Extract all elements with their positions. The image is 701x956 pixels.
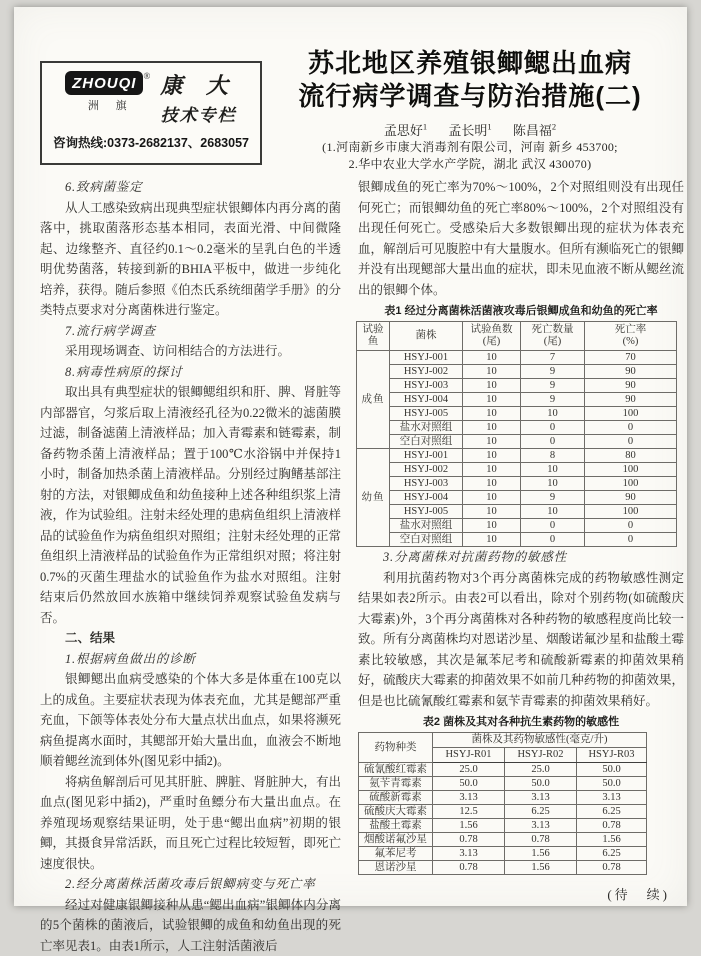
paragraph: 银鲫成鱼的死亡率为70%～100%，2个对照组则没有出现任何死亡；而银鲫幼鱼的死亡率80%～100%，2个对照组没有出现任何死亡。受感染后大多数银鲫出现的症状为体表充血，解剖后可见腹腔中有大量腹水。但所有濒临死亡的银鲫并没有出现鳃部大量出血的症状，即未见血液不断从鳃丝流出的银鲫个体。 (358, 177, 684, 300)
table-cell: 10 (463, 477, 521, 491)
table1-header-row (357, 322, 677, 351)
table-cell: 9 (521, 491, 585, 505)
author: 孟思好$^1$ (384, 123, 427, 138)
table-cell: 3.13 (433, 791, 505, 805)
column-header: 菌株及其药物敏感性(毫克/升) (433, 733, 647, 748)
table-cell: 盐水对照组 (390, 421, 463, 435)
table-cell: 50.0 (577, 777, 647, 791)
table-cell: 3.13 (433, 847, 505, 861)
table2-body (359, 763, 647, 875)
table-cell: 盐酸土霉素 (359, 819, 433, 833)
table-cell: 硫氰酸红霉素 (359, 763, 433, 777)
paragraph: 从人工感染致病出现典型症状银鲫体内再分离的菌落中，挑取菌落形态基本相同，表面光滑、中间微隆起、边缘整齐、直径约0.1～0.2毫米的呈乳白色的半透明优势菌落，转接到新的BHIA平板中，做进一步纯化培养，获得。随后参照《伯杰氏系统细菌学手册》的分类特点要求对分离菌株进行鉴定。 (40, 198, 341, 321)
table-cell: 25.0 (433, 763, 505, 777)
section-heading: 1.根据病鱼做出的诊断 (40, 649, 341, 670)
table-cell: 10 (463, 365, 521, 379)
table-cell: 10 (463, 519, 521, 533)
table-cell: 100 (585, 505, 677, 519)
table-row (357, 505, 677, 519)
table-cell: 100 (585, 463, 677, 477)
table-cell: HSYJ-004 (390, 491, 463, 505)
table-row (359, 847, 647, 861)
table-cell: 10 (463, 505, 521, 519)
section-heading: 3.分离菌株对抗菌药物的敏感性 (358, 547, 684, 568)
table-cell: 10 (463, 435, 521, 449)
table-cell: 90 (585, 491, 677, 505)
fish-group-label: 幼鱼 (357, 449, 390, 547)
column-header: 死亡率 (%) (585, 322, 677, 351)
column-title (160, 69, 237, 126)
table-cell: HSYJ-002 (390, 365, 463, 379)
table-cell: 6.25 (505, 805, 577, 819)
brand-box (40, 61, 262, 165)
table-cell: 8 (521, 449, 585, 463)
brand-top (47, 71, 255, 126)
table-cell: 6.25 (577, 847, 647, 861)
table-row (359, 819, 647, 833)
table-cell: 3.13 (505, 819, 577, 833)
table-cell: 50.0 (433, 777, 505, 791)
column-header: HSYJ-R01 (433, 748, 505, 763)
table-cell: 10 (521, 505, 585, 519)
table-row (357, 351, 677, 365)
table-row (357, 519, 677, 533)
table-row (357, 449, 677, 463)
column-header: HSYJ-R02 (505, 748, 577, 763)
table-cell: HSYJ-004 (390, 393, 463, 407)
column-header: 菌株 (390, 322, 463, 351)
table-row (357, 393, 677, 407)
table-cell: 10 (463, 449, 521, 463)
paragraph: 将病鱼解剖后可见其肝脏、脾脏、肾脏肿大，有出血点(图见彩中插2)，严重时鱼鳔分布大量出血点。在养殖现场观察结果证明，处于患“鳃出血病”初期的银鲫，其摄食异常活跃，而且死亡过程比较短暂，即死亡速度很快。 (40, 772, 341, 875)
table-cell: 0.78 (577, 819, 647, 833)
paragraph: 银鲫鳃出血病受感染的个体大多是体重在100克以上的成鱼。主要症状表现为体表充血，尤其是鳃部严重充血，下颌等体表处分布大量点状出血点，如果将濒死病鱼提离水面时，其鳃部开始大量出血，血液会不断地顺着鳃丝流到体外(图见彩中插2)。 (40, 669, 341, 772)
paragraph: 采用现场调查、访问相结合的方法进行。 (40, 341, 341, 362)
table-cell: 10 (463, 379, 521, 393)
page (14, 7, 687, 906)
column-header: 药物种类 (359, 733, 433, 763)
section-heading: 6.致病菌鉴定 (40, 177, 341, 198)
article-title-line2: 流行病学调查与防治措施(二) (258, 80, 682, 113)
table-cell: 0.78 (433, 833, 505, 847)
column-header: 试验 鱼 (357, 322, 390, 351)
table-cell: 12.5 (433, 805, 505, 819)
table-cell: 10 (463, 393, 521, 407)
column-title-line2: 技术专栏 (160, 101, 237, 126)
author: 陈昌福$^2$ (513, 123, 556, 138)
table-cell: 氨苄青霉素 (359, 777, 433, 791)
table-cell: 10 (463, 463, 521, 477)
table2-sensitivity (358, 732, 647, 875)
table-cell: 3.13 (577, 791, 647, 805)
table-cell: 烟酸诺氟沙星 (359, 833, 433, 847)
table-cell: 90 (585, 393, 677, 407)
column-header: 试验鱼数 (尾) (463, 322, 521, 351)
right-column (358, 177, 684, 904)
table-cell: 1.56 (505, 847, 577, 861)
authors (258, 120, 682, 139)
table-cell: 0.78 (577, 861, 647, 875)
table-cell: 10 (463, 407, 521, 421)
table1-mortality (356, 321, 677, 547)
article-header (258, 47, 682, 172)
table-cell: 6.25 (577, 805, 647, 819)
article-title-line1: 苏北地区养殖银鲫鳃出血病 (258, 47, 682, 80)
table-cell: 25.0 (505, 763, 577, 777)
right-column-text (358, 547, 684, 711)
table-cell: 空白对照组 (390, 435, 463, 449)
registered-trademark-icon: ® (143, 71, 150, 81)
table-cell: 氟苯尼考 (359, 847, 433, 861)
table-row (357, 435, 677, 449)
table-cell: 90 (585, 365, 677, 379)
table-cell: 3.13 (505, 791, 577, 805)
table-cell: 空白对照组 (390, 533, 463, 547)
table-cell: 盐水对照组 (390, 519, 463, 533)
table-cell: 硫酸庆大霉素 (359, 805, 433, 819)
table-row (357, 365, 677, 379)
table2-header-row (359, 733, 647, 748)
column-header: 死亡数量 (尾) (521, 322, 585, 351)
table-row (359, 777, 647, 791)
table-row (359, 763, 647, 777)
paragraph: 经过对健康银鲫接种从患“鳃出血病”银鲫体内分离的5个菌株的菌液后，试验银鲫的成鱼和幼鱼出现的死亡率见表1。由表1所示，人工注射活菌液后 (40, 895, 341, 956)
table-cell: 7 (521, 351, 585, 365)
table-cell: 50.0 (577, 763, 647, 777)
table-cell: HSYJ-003 (390, 379, 463, 393)
column-header: HSYJ-R03 (577, 748, 647, 763)
table-cell: 0 (585, 421, 677, 435)
section-heading: 2.经分离菌株活菌攻毒后银鲫病变与死亡率 (40, 874, 341, 895)
table-row (359, 791, 647, 805)
table-cell: 0 (521, 435, 585, 449)
section-heading: 二、结果 (40, 628, 341, 649)
hotline: 咨询热线:0373-2682137、2683057 (47, 133, 255, 151)
paragraph: 取出具有典型症状的银鲫鳃组织和肝、脾、肾脏等内部器官，匀浆后取上清液经孔径为0.22微米的滤菌膜过滤，制备滤菌上清液样品；加入青霉素和链霉素，制备药物杀菌上清液样品；置于100℃水浴锅中并保持1小时，制备加热杀菌上清液样品。分别经过胸鳍基部注射的方法，对银鲫成鱼和幼鱼接种上述各种组织浆上清液，作为试验组。注射未经处理的患病鱼组织上清液样品的试验鱼作为病鱼组织对照组；注射未经处理的正常鱼组织上清液样品的试验鱼作为正常组织对照；将注射0.7%的灭菌生理盐水的试验鱼作为盐水对照组。注射结束后仍然放回水族箱中继续饲养观察试验鱼发病与否。 (40, 382, 341, 628)
zhouqi-logo-chinese: 洲 旗 (65, 97, 150, 113)
table-cell: 1.56 (577, 833, 647, 847)
paragraph: 利用抗菌药物对3个再分离菌株完成的药物敏感性测定结果如表2所示。由表2可以看出，除对个别药物(如硫酸庆大霉素)外，3个再分离菌株对各种药物的敏感程度尚比较一致。所有分离菌株均对恩诺沙星、烟酸诺氟沙星和盐酸土霉素比较敏感，其次是氟苯尼考和硫酸新霉素的抑菌效果稍好，硫酸庆大霉素的抑菌效果不如前几种药物的抑菌效果，但是也比硫氰酸红霉素和氨苄青霉素的抑菌效果稍好。 (358, 568, 684, 712)
table-cell: 70 (585, 351, 677, 365)
table-cell: 恩诺沙星 (359, 861, 433, 875)
table-cell: HSYJ-005 (390, 505, 463, 519)
column-title-line1: 康 大 (160, 69, 237, 100)
table-cell: HSYJ-002 (390, 463, 463, 477)
table-cell: 9 (521, 365, 585, 379)
table-cell: 0 (585, 435, 677, 449)
table-cell: 90 (585, 379, 677, 393)
table-cell: HSYJ-001 (390, 351, 463, 365)
table-row (357, 407, 677, 421)
table-cell: 50.0 (505, 777, 577, 791)
to-be-continued-note: (待 续) (358, 885, 684, 906)
table-cell: 1.56 (505, 861, 577, 875)
table-row (359, 861, 647, 875)
zhouqi-logo (65, 71, 150, 113)
table-cell: 1.56 (433, 819, 505, 833)
affiliation-line2: 2.华中农业大学水产学院，湖北 武汉 430070) (258, 156, 682, 173)
section-heading: 8.病毒性病原的探讨 (40, 362, 341, 383)
table-cell: 10 (463, 533, 521, 547)
table1-caption: 表1 经过分离菌株活菌液攻毒后银鲫成鱼和幼鱼的死亡率 (358, 304, 684, 318)
table-cell: 10 (521, 463, 585, 477)
zhouqi-logo-text: ZHOUQI (65, 71, 143, 95)
affiliation-line1: (1.河南新乡市康大消毒剂有限公司，河南 新乡 453700; (258, 139, 682, 156)
author: 孟长明$^1$ (448, 123, 491, 138)
table-cell: 10 (521, 407, 585, 421)
table-cell: 80 (585, 449, 677, 463)
table-row (357, 463, 677, 477)
table-cell: 10 (463, 491, 521, 505)
fish-group-label: 成鱼 (357, 351, 390, 449)
section-heading: 7.流行病学调查 (40, 321, 341, 342)
table-cell: 10 (463, 351, 521, 365)
table-row (359, 833, 647, 847)
table-row (357, 477, 677, 491)
table-cell: 0 (521, 533, 585, 547)
table-cell: 0.78 (433, 861, 505, 875)
table-cell: 硫酸新霉素 (359, 791, 433, 805)
table-cell: HSYJ-001 (390, 449, 463, 463)
table-cell: 100 (585, 477, 677, 491)
table-cell: HSYJ-003 (390, 477, 463, 491)
table-cell: 100 (585, 407, 677, 421)
table-cell: HSYJ-005 (390, 407, 463, 421)
left-column (40, 177, 341, 904)
table-row (359, 805, 647, 819)
table1-body (357, 351, 677, 547)
table-cell: 0 (585, 519, 677, 533)
table-row (357, 533, 677, 547)
table-cell: 0 (585, 533, 677, 547)
table-row (357, 421, 677, 435)
table-cell: 10 (463, 421, 521, 435)
table-cell: 0 (521, 519, 585, 533)
table-cell: 9 (521, 379, 585, 393)
table-cell: 9 (521, 393, 585, 407)
table-cell: 0.78 (505, 833, 577, 847)
table-row (357, 379, 677, 393)
table-cell: 0 (521, 421, 585, 435)
table-row (357, 491, 677, 505)
table2-caption: 表2 菌株及其对各种抗生素药物的敏感性 (358, 715, 684, 729)
table-cell: 10 (521, 477, 585, 491)
